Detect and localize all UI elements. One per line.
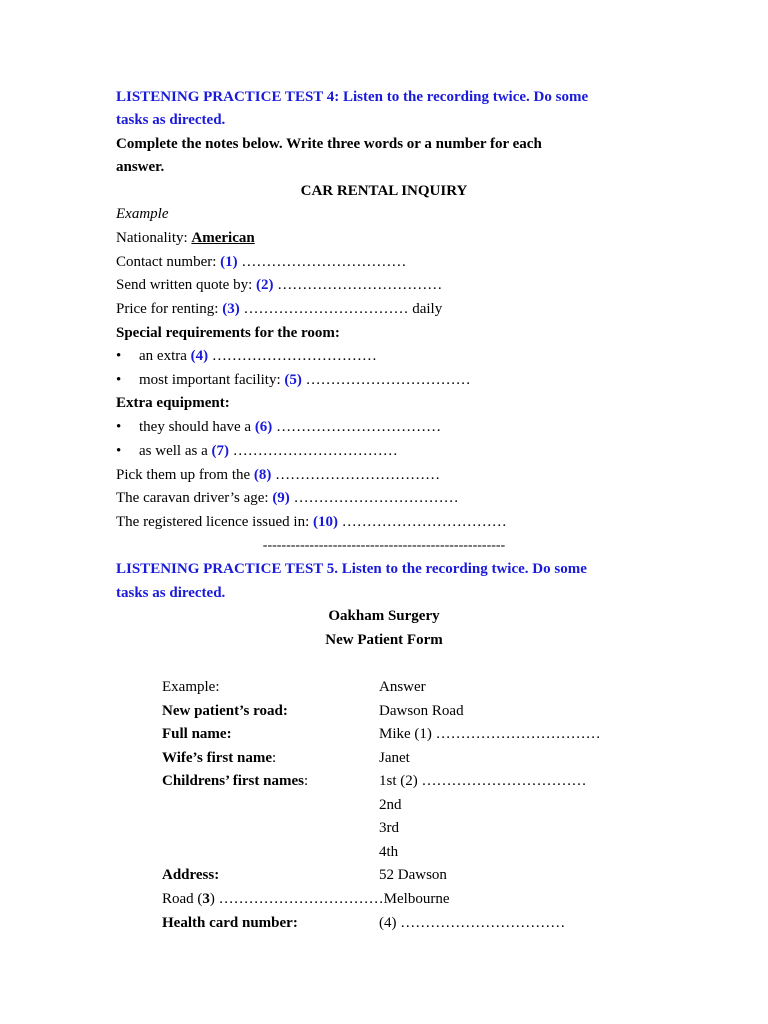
equipment-item-6 <box>116 417 441 437</box>
item-suffix: daily <box>408 301 443 317</box>
item-label: Send written quote by: <box>116 277 256 293</box>
test5-subtitle: New Patient Form <box>325 632 443 648</box>
form-fullname-value: Mike (1) …………………………… <box>379 726 601 742</box>
form-wife-label-line <box>162 748 276 768</box>
test5-heading-line2: tasks as directed. <box>116 585 226 601</box>
special-requirements-heading: Special requirements for the room: <box>116 325 340 341</box>
item-number: (10) <box>313 514 339 530</box>
form-children-label-line <box>162 771 308 791</box>
form-address-label: Address: <box>162 867 220 883</box>
answer-blank: …………………………… <box>289 490 459 506</box>
answer-blank: …………………………… <box>208 348 377 364</box>
answer-blank: …………………………… <box>272 419 442 435</box>
item-number: (9) <box>272 490 290 506</box>
item-written-quote <box>116 275 442 295</box>
form-wife-value: Janet <box>379 750 410 766</box>
form-children-label: Childrens’ first names <box>162 773 304 789</box>
form-example-value: Answer <box>379 679 426 695</box>
form-wife-colon: : <box>271 750 277 766</box>
form-children-4: 4th <box>379 844 399 860</box>
item-label: Pick them up from the <box>116 467 254 483</box>
form-health-label: Health card number: <box>162 915 298 931</box>
test4-title: CAR RENTAL INQUIRY <box>300 183 468 199</box>
item-pick-up <box>116 465 440 485</box>
example-label: Example <box>116 206 169 222</box>
item-label: The caravan driver’s age: <box>116 490 273 506</box>
item-licence <box>116 512 507 532</box>
item-number: (3) <box>222 301 240 317</box>
special-item-facility <box>116 370 471 390</box>
bullet-icon: • <box>116 419 122 435</box>
test4-heading-line1: LISTENING PRACTICE TEST 4: Listen to the recording twice. Do some <box>116 89 589 105</box>
form-road3-line <box>162 889 449 909</box>
form-example-label: Example: <box>162 679 220 695</box>
form-road3-prefix: Road ( <box>162 891 203 907</box>
item-label: an extra <box>139 348 191 364</box>
answer-blank: …………………………… <box>338 514 507 530</box>
form-health-value: (4) …………………………… <box>379 915 566 931</box>
bullet-icon: • <box>116 348 122 364</box>
form-children-1: 1st (2) …………………………… <box>379 773 587 789</box>
test5-title: Oakham Surgery <box>328 608 440 624</box>
section-divider: ---------------------------------------------------- <box>262 538 506 553</box>
bullet-icon: • <box>116 443 122 459</box>
form-road3-suffix: ) ……………………………Melbourne <box>209 891 450 907</box>
form-wife-label: Wife’s first name <box>162 750 272 766</box>
nationality-label: Nationality: <box>116 230 192 246</box>
form-road-label: New patient’s road: <box>162 703 288 719</box>
item-label: most important facility: <box>139 372 285 388</box>
answer-blank: …………………………… <box>237 254 407 270</box>
answer-blank: …………………………… <box>273 277 443 293</box>
item-number: (7) <box>211 443 229 459</box>
item-label: The registered licence issued in: <box>116 514 314 530</box>
form-road3-number: 3 <box>202 891 210 907</box>
item-contact-number <box>116 252 406 272</box>
form-children-colon: : <box>303 773 309 789</box>
item-price <box>116 299 442 319</box>
form-fullname-label: Full name: <box>162 726 232 742</box>
item-label: Contact number: <box>116 254 221 270</box>
extra-equipment-heading: Extra equipment: <box>116 395 230 411</box>
form-address-value: 52 Dawson <box>379 867 447 883</box>
test4-instruction-line1: Complete the notes below. Write three words or a number for each <box>116 136 542 152</box>
equipment-item-7 <box>116 441 398 461</box>
test4-heading-line2: tasks as directed. <box>116 112 226 128</box>
answer-blank: …………………………… <box>228 443 398 459</box>
item-number: (2) <box>255 277 274 293</box>
answer-blank: …………………………… <box>301 372 471 388</box>
form-children-3: 3rd <box>379 820 399 836</box>
nationality-line <box>116 228 255 248</box>
item-number: (5) <box>284 372 302 388</box>
item-label: as well as a <box>139 443 212 459</box>
item-number: (1) <box>220 254 238 270</box>
item-label: they should have a <box>139 419 255 435</box>
answer-blank: …………………………… <box>271 467 441 483</box>
test5-heading-line1: LISTENING PRACTICE TEST 5. Listen to the recording twice. Do some <box>116 561 587 577</box>
form-children-2: 2nd <box>379 797 402 813</box>
nationality-value: American <box>191 230 255 246</box>
test4-instruction-line2: answer. <box>116 159 165 175</box>
bullet-icon: • <box>116 372 122 388</box>
item-driver-age <box>116 488 459 508</box>
item-number: (4) <box>190 348 209 364</box>
item-number: (8) <box>253 467 272 483</box>
item-label: Price for renting: <box>116 301 223 317</box>
form-road-value: Dawson Road <box>379 703 464 719</box>
item-number: (6) <box>254 419 273 435</box>
special-item-extra <box>116 346 377 366</box>
answer-blank: …………………………… <box>239 301 409 317</box>
